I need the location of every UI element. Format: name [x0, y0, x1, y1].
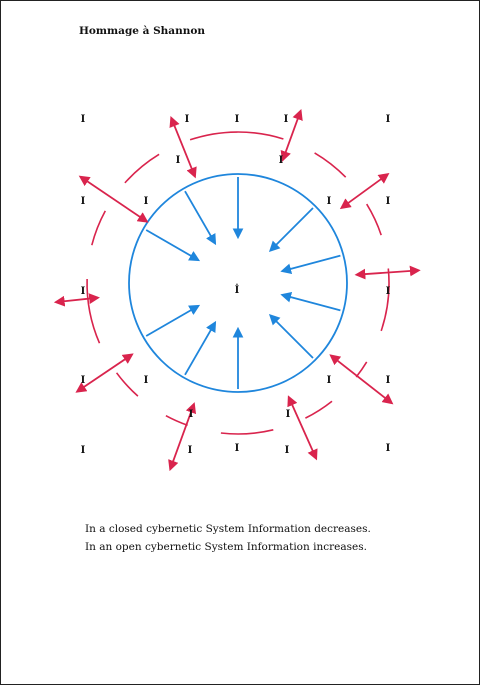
- information-mark: I: [326, 196, 332, 207]
- information-mark: I: [385, 375, 391, 386]
- information-mark: I: [385, 114, 391, 125]
- outward-arrow: [342, 174, 388, 208]
- outward-arrow: [331, 356, 392, 404]
- inward-arrow: [146, 306, 198, 336]
- outward-arrow: [357, 270, 419, 274]
- information-mark: I: [278, 155, 284, 166]
- outer-ring-arc: [315, 153, 346, 177]
- inward-arrows: [143, 177, 340, 389]
- information-mark: I: [385, 286, 391, 297]
- information-mark: I: [326, 375, 332, 386]
- inward-arrow: [146, 230, 198, 260]
- information-mark: I: [283, 114, 289, 125]
- page-title: Hommage à Shannon: [79, 25, 206, 37]
- caption-line-closed: In a closed cybernetic System Information decreases.: [85, 523, 371, 535]
- caption: [85, 520, 371, 556]
- inward-arrow: [271, 208, 314, 251]
- inward-arrow: [282, 256, 340, 272]
- information-mark: I: [284, 445, 290, 456]
- information-mark: I: [385, 443, 391, 454]
- shannon-diagram: [1, 1, 480, 686]
- information-mark: I: [234, 114, 240, 125]
- information-mark: I: [184, 114, 190, 125]
- outer-ring-arc: [305, 401, 332, 418]
- outer-ring-arc: [87, 279, 99, 343]
- information-mark: I: [234, 443, 240, 454]
- information-mark: I: [80, 286, 86, 297]
- information-mark: I: [80, 196, 86, 207]
- inward-arrow: [185, 191, 215, 243]
- outward-arrow: [81, 177, 147, 222]
- information-mark: I: [285, 409, 291, 420]
- outer-ring-arc: [221, 430, 273, 434]
- information-mark: I: [80, 445, 86, 456]
- center-information-mark: İ: [234, 285, 240, 296]
- inward-arrow: [271, 316, 314, 359]
- information-mark: I: [143, 375, 149, 386]
- information-mark: I: [143, 196, 149, 207]
- information-mark: I: [188, 409, 194, 420]
- outer-ring-arc: [166, 416, 188, 426]
- outward-arrow: [56, 298, 98, 302]
- outward-arrow: [77, 355, 132, 392]
- outer-ring-arc: [381, 269, 389, 331]
- outer-ring-arc: [117, 373, 138, 396]
- outer-ring-arc: [125, 154, 159, 183]
- inward-arrow: [282, 295, 340, 311]
- outward-arrow: [171, 118, 195, 176]
- information-mark: I: [175, 155, 181, 166]
- inward-arrow: [185, 323, 215, 375]
- outer-ring-arc: [190, 132, 283, 140]
- outer-ring-arc: [356, 362, 367, 377]
- information-mark: I: [80, 375, 86, 386]
- caption-line-open: In an open cybernetic System Information increases.: [85, 541, 367, 553]
- outer-ring-arc: [367, 204, 382, 235]
- information-mark: I: [187, 445, 193, 456]
- outward-arrow: [289, 397, 316, 458]
- information-mark: I: [80, 114, 86, 125]
- outer-ring-arc: [92, 211, 106, 245]
- information-mark: I: [385, 196, 391, 207]
